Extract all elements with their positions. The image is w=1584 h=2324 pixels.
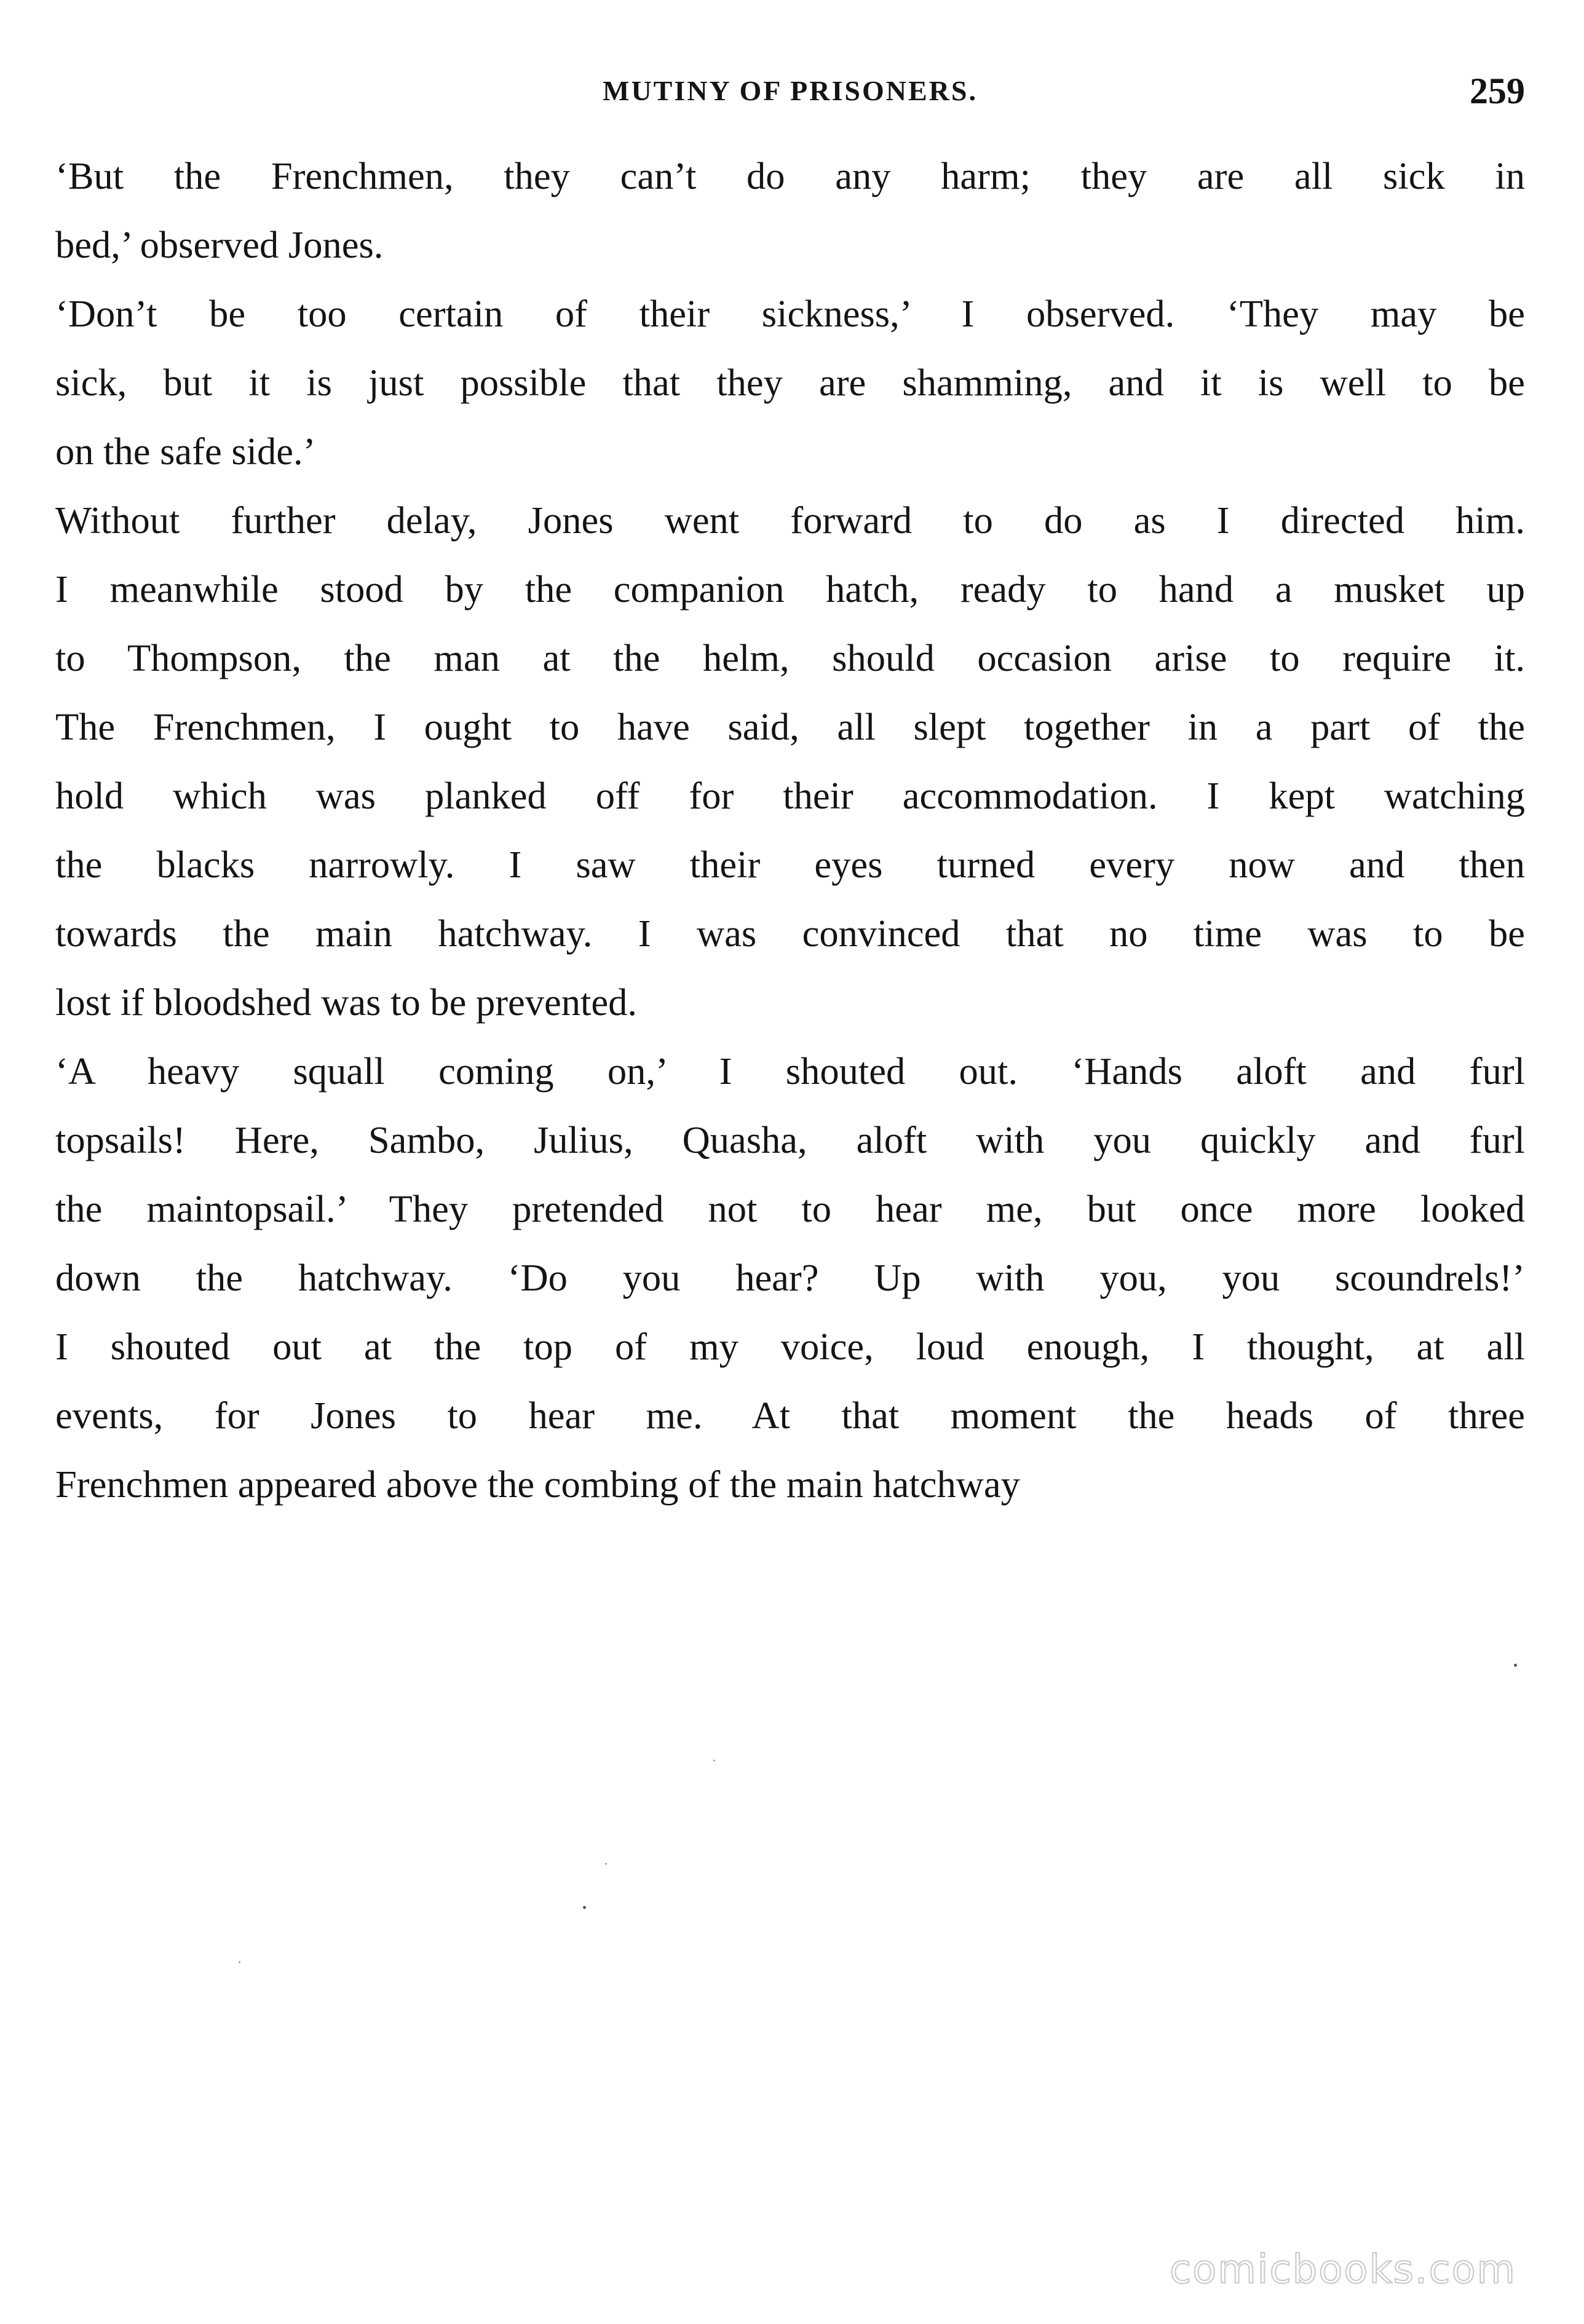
text-line: ‘Don’t be too certain of their sickness,’ I observed. ‘They may be (55, 292, 1525, 335)
text-line: ‘A heavy squall coming on,’ I shouted out. ‘Hands aloft and furl (55, 1049, 1525, 1093)
running-head (55, 66, 1525, 116)
text-line: I shouted out at the top of my voice, loud enough, I thought, at all (55, 1325, 1525, 1368)
scan-speck (583, 1906, 586, 1909)
running-title: MUTINY OF PRISONERS. (603, 75, 978, 106)
text-line: towards the main hatchway. I was convinced that no time was to be (55, 912, 1525, 955)
text-line: topsails! Here, Sambo, Julius, Quasha, aloft with you quickly and furl (55, 1118, 1525, 1161)
page-number: 259 (1470, 71, 1525, 111)
text-line: events, for Jones to hear me. At that moment the heads of three (55, 1394, 1525, 1437)
text-line: the blacks narrowly. I saw their eyes turned every now and then (55, 843, 1525, 886)
scan-speck (713, 1760, 715, 1761)
text-line: the maintopsail.’ They pretended not to hear me, but once more looked (55, 1187, 1525, 1230)
text-line: bed,’ observed Jones. (55, 223, 384, 266)
scan-speck (605, 1863, 607, 1865)
text-line: ‘But the Frenchmen, they can’t do any harm; they are all sick in (55, 154, 1525, 197)
text-line: lost if bloodshed was to be prevented. (55, 981, 637, 1024)
text-line: on the safe side.’ (55, 430, 316, 473)
text-line: to Thompson, the man at the helm, should occasion arise to require it. (55, 636, 1525, 679)
text-line: sick, but it is just possible that they are shamming, and it is well to be (55, 361, 1525, 404)
body-text (55, 141, 1525, 1519)
watermark: comicbooks.com (1169, 2247, 1516, 2293)
text-line: down the hatchway. ‘Do you hear? Up with you, you scoundrels!’ (55, 1256, 1525, 1299)
text-line: Frenchmen appeared above the combing of the main hatchway (55, 1463, 1020, 1506)
text-line: The Frenchmen, I ought to have said, all slept together in a part of the (55, 705, 1525, 748)
text-line: I meanwhile stood by the companion hatch, ready to hand a musket up (55, 567, 1525, 611)
text-line: hold which was planked off for their accommodation. I kept watching (55, 774, 1525, 817)
scan-speck (1514, 1664, 1517, 1667)
scan-speck (239, 1961, 240, 1963)
text-line: Without further delay, Jones went forward to do as I directed him. (55, 499, 1525, 542)
